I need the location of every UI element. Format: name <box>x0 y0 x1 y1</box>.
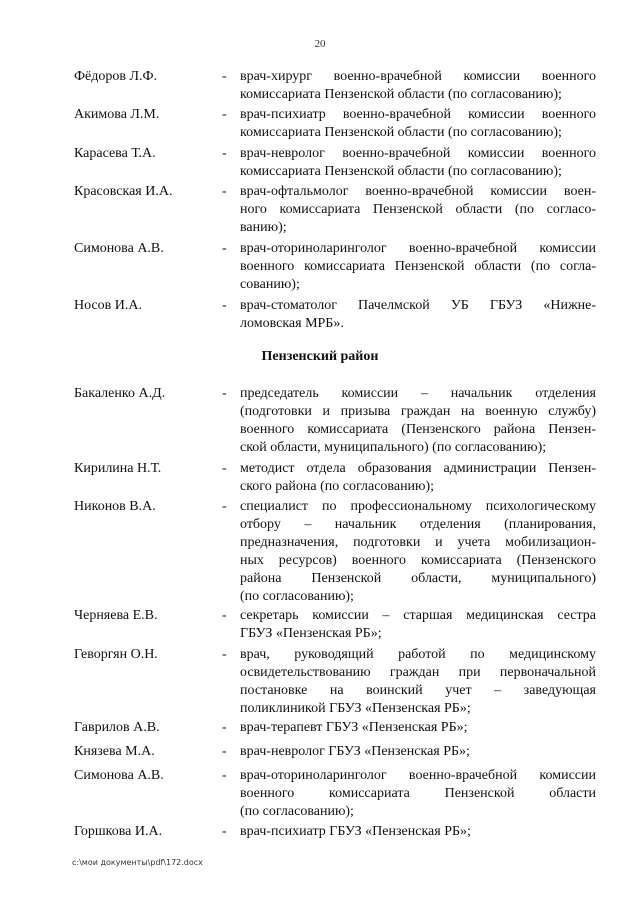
dash-separator: - <box>222 608 227 623</box>
role-line: врач-оториноларинголог военно-врачебной комиссии <box>240 241 596 256</box>
role-line: района Пензенской области, муниципального) <box>240 571 596 586</box>
role-line: ломовская МРБ». <box>240 316 344 331</box>
role-line: ванию); <box>240 220 287 235</box>
person-role <box>240 460 596 496</box>
person-name: Фёдоров Л.Ф. <box>74 69 158 84</box>
person-role <box>240 385 596 457</box>
file-path-footer: c:\мои документы\pdf\172.docx <box>72 858 203 867</box>
role-line: ской области, муниципального) (по согласованию); <box>240 440 547 455</box>
person-role <box>240 145 596 181</box>
role-line: ного комиссариата Пензенской области (по согласо- <box>240 202 596 217</box>
role-line: врач-терапевт ГБУЗ «Пензенская РБ»; <box>240 720 468 735</box>
person-role <box>240 297 596 333</box>
dash-separator: - <box>222 184 227 199</box>
role-line: врач-стоматолог Пачелмской УБ ГБУЗ «Нижне- <box>240 298 596 313</box>
role-line: комиссариата Пензенской области (по согласованию); <box>240 125 562 140</box>
person-name: Акимова Л.М. <box>74 107 160 122</box>
person-role <box>240 106 596 142</box>
role-line: ных ресурсов) военного комиссариата (Пензенского <box>240 553 596 568</box>
role-line: специалист по профессиональному психологическому <box>240 499 596 514</box>
role-line: врач-психиатр военно-врачебной комиссии военного <box>240 107 596 122</box>
person-name: Гаврилов А.В. <box>74 720 160 735</box>
person-name: Кирилина Н.Т. <box>74 461 162 476</box>
person-name: Геворгян О.Н. <box>74 647 158 662</box>
person-role <box>240 646 596 718</box>
person-name: Карасева Т.А. <box>74 146 156 161</box>
role-line: методист отдела образования администрации Пензен- <box>240 461 596 476</box>
role-line: председатель комиссии – начальник отделения <box>240 386 596 401</box>
role-line: (по согласованию); <box>240 804 354 819</box>
dash-separator: - <box>222 499 227 514</box>
role-line: ГБУЗ «Пензенская РБ»; <box>240 626 382 641</box>
dash-separator: - <box>222 107 227 122</box>
role-line: врач-хирург военно-врачебной комиссии военного <box>240 69 596 84</box>
role-line: врач-психиатр ГБУЗ «Пензенская РБ»; <box>240 824 471 839</box>
role-line: врач-оториноларинголог военно-врачебной комиссии <box>240 768 596 783</box>
dash-separator: - <box>222 461 227 476</box>
role-line: поликлиникой ГБУЗ «Пензенская РБ»; <box>240 701 471 716</box>
role-line: военного комиссариата Пензенской области <box>240 786 596 801</box>
role-line: постановке на воинский учет – заведующая <box>240 683 596 698</box>
role-line: врач-невролог военно-врачебной комиссии военного <box>240 146 596 161</box>
person-role <box>240 498 596 606</box>
role-line: ского района (по согласованию); <box>240 479 435 494</box>
role-line: секретарь комиссии – старшая медицинская сестра <box>240 608 596 623</box>
role-line: врач-офтальмолог военно-врачебной комиссии воен- <box>240 184 596 199</box>
person-role <box>240 183 596 237</box>
dash-separator: - <box>222 146 227 161</box>
person-role <box>240 823 596 841</box>
role-line: (по согласованию); <box>240 589 354 604</box>
person-role <box>240 607 596 643</box>
role-line: предназначения, подготовки и учета мобилизацион- <box>240 535 596 550</box>
person-name: Красовская И.А. <box>74 184 173 199</box>
person-name: Горшкова И.А. <box>74 824 163 839</box>
person-role <box>240 719 596 737</box>
person-name: Бакаленко А.Д. <box>74 386 166 401</box>
person-name: Носов И.А. <box>74 298 143 313</box>
person-name: Симонова А.В. <box>74 768 164 783</box>
role-line: комиссариата Пензенской области (по согласованию); <box>240 87 562 102</box>
dash-separator: - <box>222 69 227 84</box>
dash-separator: - <box>222 744 227 759</box>
person-role <box>240 767 596 821</box>
dash-separator: - <box>222 241 227 256</box>
section-heading: Пензенский район <box>261 349 379 364</box>
dash-separator: - <box>222 768 227 783</box>
role-line: комиссариата Пензенской области (по согласованию); <box>240 164 562 179</box>
role-line: врач, руководящий работой по медицинскому <box>240 647 596 662</box>
dash-separator: - <box>222 720 227 735</box>
role-line: врач-невролог ГБУЗ «Пензенская РБ»; <box>240 744 470 759</box>
dash-separator: - <box>222 298 227 313</box>
role-line: военного комиссариата Пензенской области (по согла- <box>240 259 596 274</box>
role-line: освидетельствованию граждан при первоначальной <box>240 665 596 680</box>
person-name: Черняева Е.В. <box>74 608 158 623</box>
role-line: военного комиссариата (Пензенского района Пензен- <box>240 422 596 437</box>
role-line: (подготовки и призыва граждан на военную службу) <box>240 404 596 419</box>
person-role <box>240 240 596 294</box>
dash-separator: - <box>222 386 227 401</box>
role-line: отбору – начальник отделения (планирования, <box>240 517 596 532</box>
person-name: Князева М.А. <box>74 744 155 759</box>
page-number: 20 <box>314 38 326 50</box>
dash-separator: - <box>222 824 227 839</box>
dash-separator: - <box>222 647 227 662</box>
person-name: Симонова А.В. <box>74 241 164 256</box>
person-role <box>240 68 596 104</box>
role-line: сованию); <box>240 277 300 292</box>
person-name: Никонов В.А. <box>74 499 156 514</box>
person-role <box>240 743 596 761</box>
